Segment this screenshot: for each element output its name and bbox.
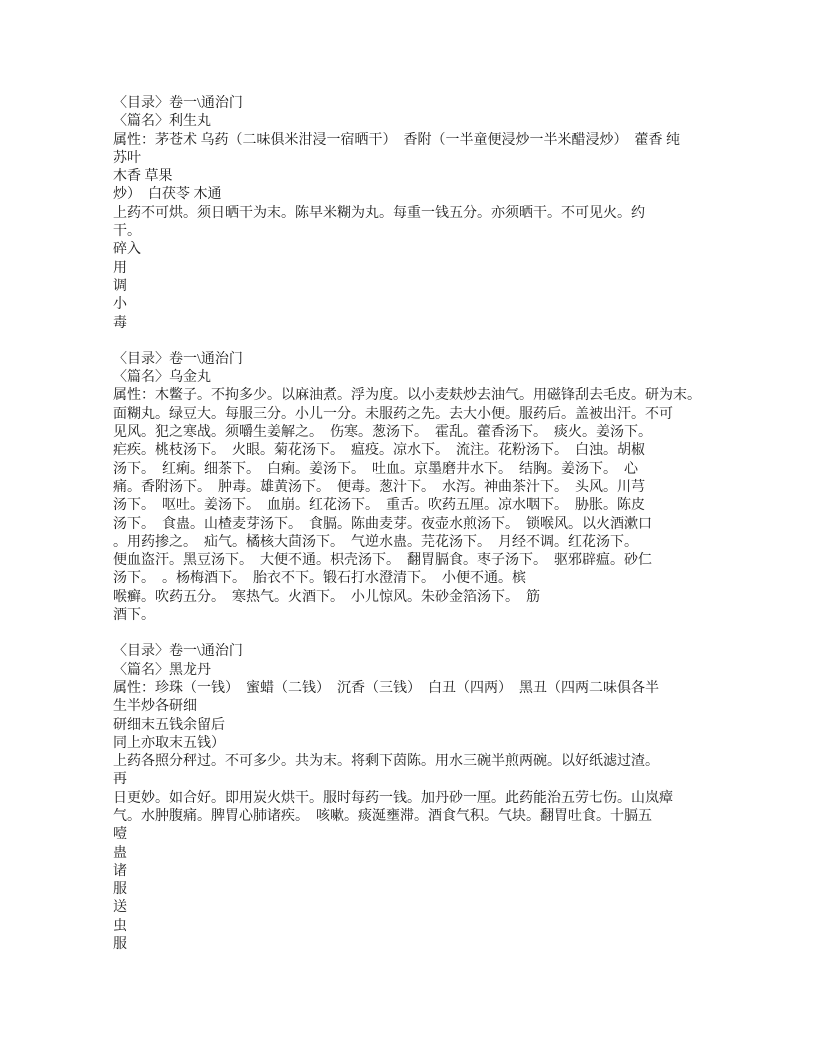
text-line: 〈篇名〉利生丸 <box>113 114 211 130</box>
text-line: 生半炒各研细 <box>113 699 197 715</box>
text-line: 研细末五钱余留后 <box>113 717 225 733</box>
text-line: 虫 <box>113 918 127 934</box>
text-line: 同上亦取末五钱） <box>113 735 225 751</box>
text-line: 用 <box>113 260 127 276</box>
text-line: 见风。犯之寒战。须嚼生姜解之。 伤寒。葱汤下。 霍乱。藿香汤下。 痰火。姜汤下。 <box>113 425 652 441</box>
text-line: 服 <box>113 937 127 953</box>
text-line: 服 <box>113 882 127 898</box>
text-line: 干。 <box>113 224 141 240</box>
text-line: 〈目录〉卷一\通治门 <box>113 96 243 111</box>
text-line: 属性：木鳖子。不拘多少。以麻油煮。浮为度。以小麦麸炒去油气。用磁锋刮去毛皮。研为末。 <box>113 388 701 404</box>
text-line: 气。水肿腹痛。脾胃心肺诸疾。 咳嗽。痰涎壅滞。酒食气积。气块。翻胃吐食。十膈五 <box>113 808 652 824</box>
text-line: 上药不可烘。须日晒干为末。陈早米糊为丸。每重一钱五分。亦须晒干。不可见火。约 <box>113 205 645 221</box>
text-line: 毒 <box>113 315 127 331</box>
text-line: 属性：茅苍术 乌药（二味俱米泔浸一宿晒干） 香附（一半童便浸炒一半米醋浸炒） 藿香 纯 <box>113 132 680 148</box>
text-line: 汤下。 食蛊。山楂麦芽汤下。 食膈。陈曲麦芽。夜壶水煎汤下。 锁喉风。以火酒漱口 <box>113 516 652 532</box>
text-line: 炒） 白茯苓 木通 <box>113 187 222 203</box>
text-line: 碎入 <box>113 242 141 258</box>
text-line: 。用药掺之。 疝气。橘核大茴汤下。 气逆水蛊。芫花汤下。 月经不调。红花汤下。 <box>113 534 638 550</box>
text-line: 日更妙。如合好。即用炭火烘干。服时每药一钱。加丹砂一厘。此药能治五劳七伤。山岚瘴 <box>113 790 673 806</box>
text-line: 上药各照分秤过。不可多少。共为末。将剩下茵陈。用水三碗半煎两碗。以好纸滤过渣。 <box>113 754 659 770</box>
text-line: 小 <box>113 297 127 313</box>
text-line: 蛊 <box>113 845 127 861</box>
section-heilong-dan <box>113 643 725 954</box>
text-line: 痛。香附汤下。 肿毒。雄黄汤下。 便毒。葱汁下。 水泻。神曲茶汁下。 头风。川芎 <box>113 479 645 495</box>
document-body <box>113 95 725 972</box>
text-line: 汤下。 红痢。细茶下。 白痢。姜汤下。 吐血。京墨磨井水下。 结胸。姜汤下。 心 <box>113 461 638 477</box>
section-lisheng-wan <box>113 95 725 333</box>
text-line: 便血盗汗。黑豆汤下。 大便不通。枳壳汤下。 翻胃膈食。枣子汤下。 驱邪辟瘟。砂仁 <box>113 553 652 569</box>
text-line: 汤下。 。杨梅酒下。 胎衣不下。锻石打水澄清下。 小便不通。槟 <box>113 571 526 587</box>
text-line: 面糊丸。绿豆大。每服三分。小儿一分。未服药之先。去大小便。服药后。盖被出汗。不可 <box>113 406 673 422</box>
text-line: 〈目录〉卷一\通治门 <box>113 644 243 660</box>
text-line: 木香 草果 <box>113 169 173 185</box>
text-line: 噎 <box>113 827 127 843</box>
section-wujin-wan <box>113 351 725 625</box>
text-line: 送 <box>113 900 127 916</box>
text-line: 属性：珍珠（一钱） 蜜蜡（二钱） 沉香（三钱） 白丑（四两） 黑丑（四两二味俱各半 <box>113 680 659 696</box>
text-line: 〈目录〉卷一\通治门 <box>113 351 243 367</box>
text-line: 〈篇名〉乌金丸 <box>113 370 211 386</box>
text-line: 苏叶 <box>113 150 141 166</box>
text-line: 汤下。 呕吐。姜汤下。 血崩。红花汤下。 重舌。吹药五厘。凉水咽下。 胁胀。陈皮 <box>113 498 645 514</box>
text-line: 疟疾。桃枝汤下。 火眼。菊花汤下。 瘟疫。凉水下。 流注。花粉汤下。 白浊。胡椒 <box>113 443 645 459</box>
text-line: 再 <box>113 772 127 788</box>
text-line: 〈篇名〉黑龙丹 <box>113 662 211 678</box>
text-line: 诸 <box>113 863 127 879</box>
text-line: 喉癣。吹药五分。 寒热气。火酒下。 小儿惊风。朱砂金箔汤下。 筋 <box>113 589 540 605</box>
text-line: 调 <box>113 278 127 294</box>
text-line: 酒下。 <box>113 608 155 624</box>
